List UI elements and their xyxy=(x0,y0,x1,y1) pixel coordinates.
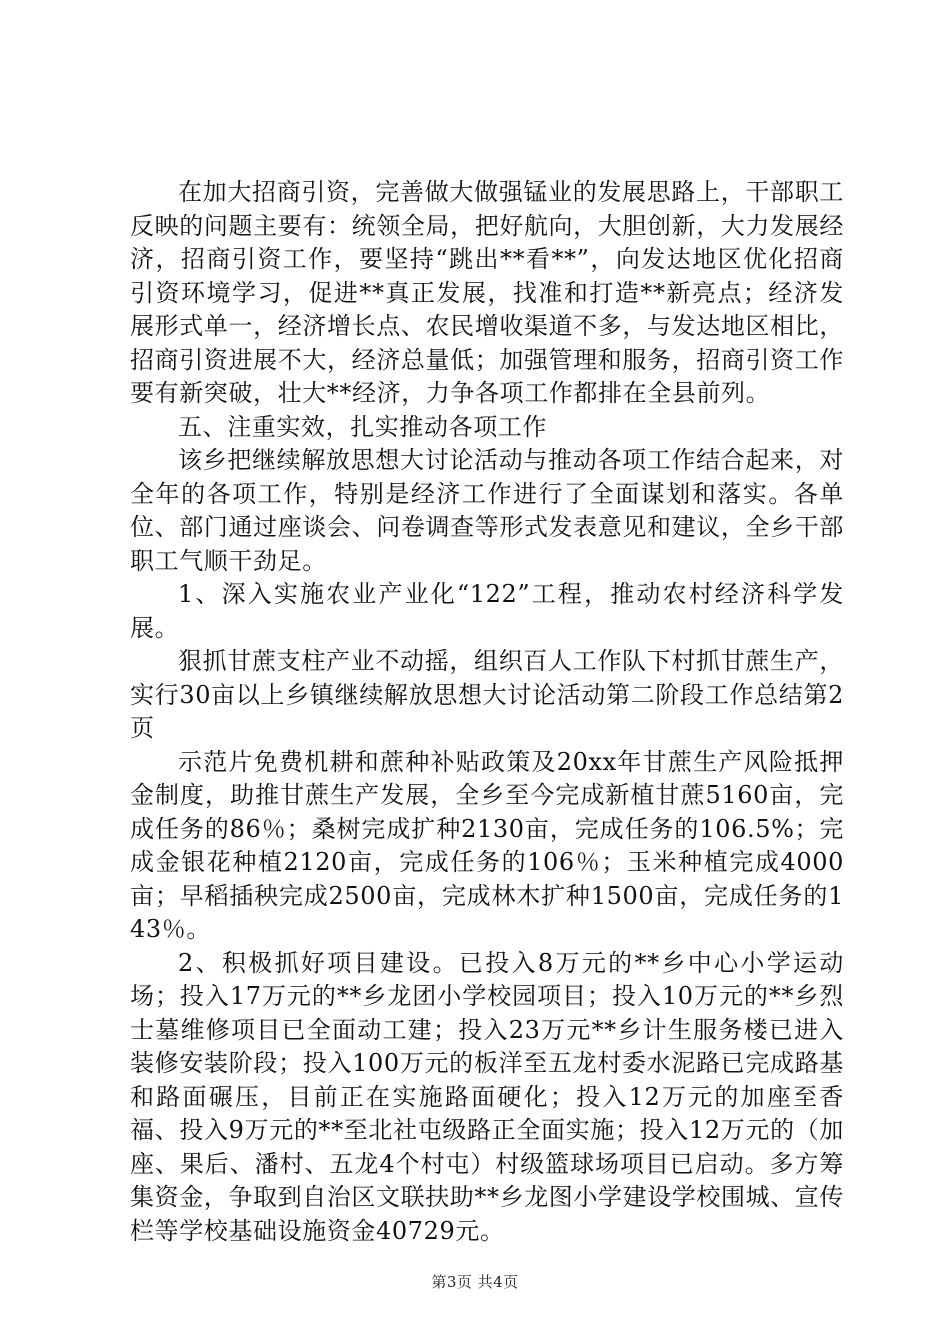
subheading-agriculture-industrialization: 1、深入实施农业产业化“122”工程，推动农村经济科学发展。 xyxy=(130,580,844,642)
section-heading-five: 五、注重实效，扎实推动各项工作 xyxy=(178,412,547,441)
paragraph-planting-results: 示范片免费机耕和蔗种补贴政策及20xx年甘蔗生产风险抵押金制度，助推甘蔗生产发展，全乡至今完成新植甘蔗5160亩，完成任务的86％；桑树完成扩种2130亩，完成任务的106.5%；完成金银花种植2120亩，完成任务的106％；玉米种植完成4000亩；早稻插秧完成2500亩，完成林木扩种1500亩，完成任务的143％。 xyxy=(130,747,844,943)
paragraph-project-construction: 2、积极抓好项目建设。已投入8万元的**乡中心小学运动场；投入17万元的**乡龙团小学校园项目；投入10万元的**乡烈士墓维修项目已全面动工建；投入23万元**乡计生服务楼已进入装修安装阶段；投入100万元的板洋至五龙村委水泥路已完成路基和路面碾压，目前正在实施路面硬化；投入12万元的加座至香福、投入9万元的**至北社屯级路正全面实施；投入12万元的（加座、果后、潘村、五龙4个村屯）村级篮球场项目已启动。多方筹集资金，争取到自治区文联扶助**乡龙图小学建设学校围城、宣传栏等学校基础设施资金40729元。 xyxy=(130,948,844,1245)
document-body xyxy=(130,176,844,1248)
page-footer: 第3页 共4页 xyxy=(431,1273,519,1291)
paragraph-investment-issues: 在加大招商引资，完善做大做强锰业的发展思路上，干部职工反映的问题主要有：统领全局，把好航向，大胆创新，大力发展经济，招商引资工作，要坚持“跳出**看**”，向发达地区优化招商引资环境学习，促进**真正发展，找准和打造**新亮点；经济发展形式单一，经济增长点、农民增收渠道不多，与发达地区相比，招商引资进展不大，经济总量低；加强管理和服务，招商引资工作要有新突破，壮大**经济，力争各项工作都排在全县前列。 xyxy=(130,178,844,407)
paragraph-sugarcane: 狠抓甘蔗支柱产业不动摇，组织百人工作队下村抓甘蔗生产，实行30亩以上乡镇继续解放思想大讨论活动第二阶段工作总结第2页 xyxy=(130,647,844,742)
paragraph-combined-work: 该乡把继续解放思想大讨论活动与推动各项工作结合起来，对全年的各项工作，特别是经济工作进行了全面谋划和落实。各单位、部门通过座谈会、问卷调查等形式发表意见和建议，全乡干部职工气顺干劲足。 xyxy=(130,446,844,575)
